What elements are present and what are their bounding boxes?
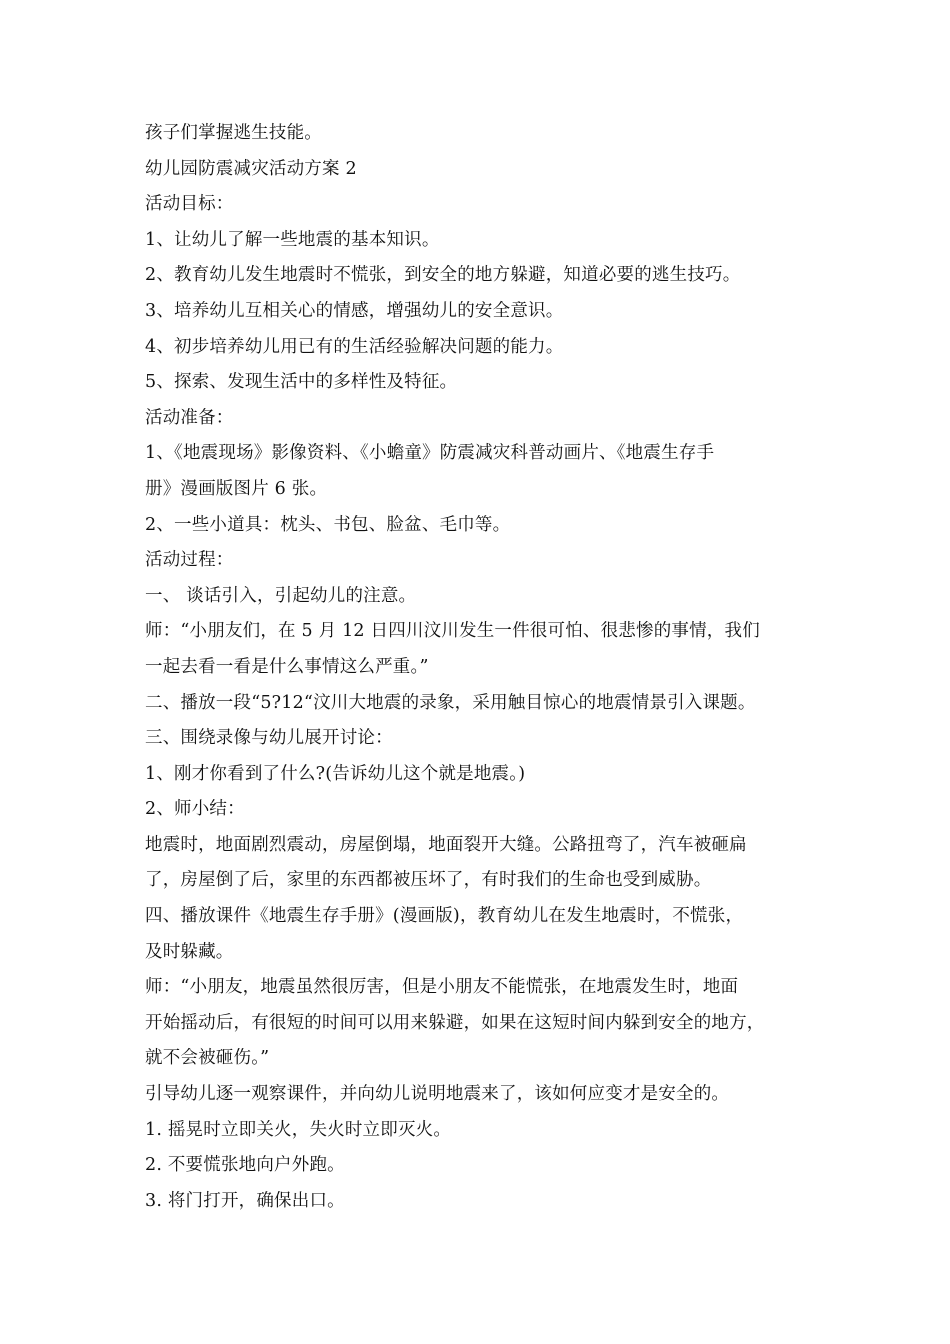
document-body [145, 116, 825, 1219]
subheading-preparation: 活动准备： [145, 407, 234, 428]
text-line: 二、播放一段“5?12“汶川大地震的录象，采用触目惊心的地震情景引入课题。 [145, 692, 756, 713]
text-line: 2、师小结： [145, 799, 245, 820]
text-line: 册》漫画版图片 6 张。 [145, 478, 328, 499]
text-line: 2. 不要慌张地向户外跑。 [145, 1155, 345, 1176]
text-line: 三、围绕录像与幼儿展开讨论： [145, 728, 393, 749]
text-line: 3、培养幼儿互相关心的情感，增强幼儿的安全意识。 [145, 300, 564, 321]
text-line: 及时躲藏。 [145, 941, 234, 962]
text-line: 地震时，地面剧烈震动，房屋倒塌，地面裂开大缝。公路扭弯了，汽车被砸扁 [145, 834, 747, 855]
text-line: 四、播放课件《地震生存手册》(漫画版)，教育幼儿在发生地震时，不慌张， [145, 906, 744, 927]
text-line: 一起去看一看是什么事情这么严重。” [145, 656, 429, 677]
text-line: 1、《地震现场》影像资料、《小蟾童》防震减灾科普动画片、《地震生存手 [145, 443, 715, 464]
text-line: 一、 谈话引入，引起幼儿的注意。 [145, 585, 417, 606]
subheading-goals: 活动目标： [145, 194, 234, 215]
subheading-process: 活动过程： [145, 550, 234, 571]
text-line: 1、让幼儿了解一些地震的基本知识。 [145, 229, 440, 250]
text-line: 开始摇动后，有很短的时间可以用来躲避，如果在这短时间内躲到安全的地方， [145, 1012, 765, 1033]
text-line: 了，房屋倒了后，家里的东西都被压坏了，有时我们的生命也受到威胁。 [145, 870, 712, 891]
text-line: 就不会被砸伤。” [145, 1048, 270, 1069]
section-title: 幼儿园防震减灾活动方案 2 [145, 158, 357, 179]
text-line: 3. 将门打开，确保出口。 [145, 1190, 345, 1211]
text-line: 2、一些小道具：枕头、书包、脸盆、毛巾等。 [145, 514, 511, 535]
text-line: 5、探索、发现生活中的多样性及特征。 [145, 372, 458, 393]
text-line: 1. 摇晃时立即关火，失火时立即灭火。 [145, 1119, 452, 1140]
text-line: 孩子们掌握逃生技能。 [145, 123, 322, 143]
text-line: 1、刚才你看到了什么?(告诉幼儿这个就是地震。) [145, 763, 526, 784]
text-line: 2、教育幼儿发生地震时不慌张，到安全的地方躲避，知道必要的逃生技巧。 [145, 265, 741, 286]
text-line: 师：“小朋友，地震虽然很厉害，但是小朋友不能慌张，在地震发生时，地面 [145, 977, 739, 998]
text-line: 4、初步培养幼儿用已有的生活经验解决问题的能力。 [145, 336, 564, 357]
text-line: 引导幼儿逐一观察课件，并向幼儿说明地震来了，该如何应变才是安全的。 [145, 1084, 730, 1105]
text-line: 师：“小朋友们，在 5 月 12 日四川汶川发生一件很可怕、很悲惨的事情，我们 [145, 621, 760, 642]
